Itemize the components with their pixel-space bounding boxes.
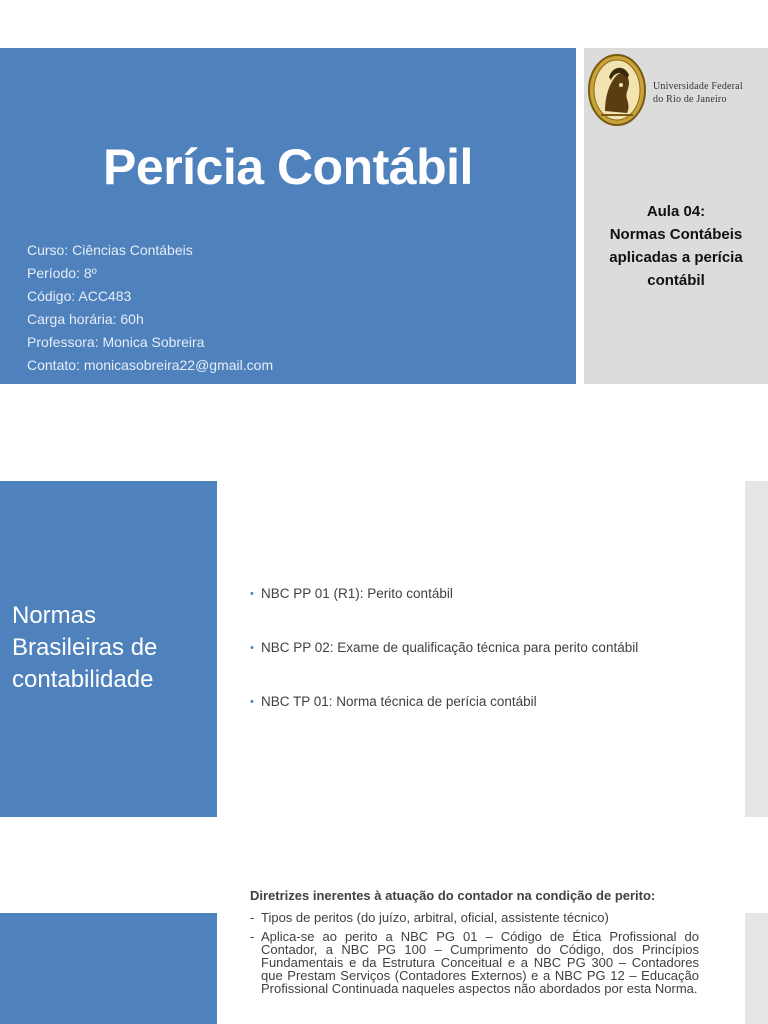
course-info <box>27 239 273 377</box>
slide-edge-bar <box>745 481 768 817</box>
bullet-icon: • <box>250 588 254 600</box>
guidelines-list <box>250 909 699 995</box>
lesson-topic-line: Normas Contábeis <box>609 226 743 243</box>
list-item-text: NBC PP 02: Exame de qualificação técnica para perito contábil <box>261 640 639 655</box>
bullet-icon: • <box>250 642 254 654</box>
period-line: Período: 8º <box>27 265 97 281</box>
list-item <box>250 693 638 747</box>
dash-icon: - <box>250 910 255 925</box>
guidelines-heading: Diretrizes inerentes à atuação do contador na condição de perito: <box>250 888 656 903</box>
contact-line: Contato: monicasobreira22@gmail.com <box>27 357 274 373</box>
lesson-number: Aula 04: <box>646 203 706 220</box>
section-heading: Normas Brasileiras de contabilidade <box>12 602 158 693</box>
lesson-topic-line: aplicadas a perícia <box>609 249 743 266</box>
list-item <box>250 585 638 639</box>
list-item-text: NBC PP 01 (R1): Perito contábil <box>261 586 453 601</box>
bullet-icon: • <box>250 696 254 708</box>
section-slide-panel <box>0 913 217 1024</box>
list-item-text: Tipos de peritos (do juízo, arbitral, oficial, assistente técnico) <box>261 910 609 925</box>
presentation-title: Perícia Contábil <box>103 139 473 195</box>
lesson-title <box>590 200 762 292</box>
university-name-line: Universidade Federal <box>653 81 743 92</box>
code-line: Código: ACC483 <box>27 288 132 304</box>
list-item-text: NBC TP 01: Norma técnica de perícia contábil <box>261 694 537 709</box>
dash-icon: - <box>250 929 255 944</box>
university-name-line: do Rio de Janeiro <box>653 94 727 105</box>
norms-list <box>250 585 638 747</box>
course-line: Curso: Ciências Contábeis <box>27 242 193 258</box>
ufrj-seal-icon <box>587 53 647 127</box>
slide-edge-bar <box>745 913 768 1024</box>
professor-line: Professora: Monica Sobreira <box>27 334 205 350</box>
list-item <box>250 639 638 693</box>
university-name <box>653 80 768 106</box>
list-item <box>250 909 699 926</box>
lesson-topic-line: contábil <box>647 272 705 289</box>
list-item <box>250 930 699 995</box>
guidelines-block <box>250 887 699 1001</box>
workload-line: Carga horária: 60h <box>27 311 144 327</box>
list-item-text: Aplica-se ao perito a NBC PG 01 – Código de Ética Profissional do Contador, a NBC PG 100 – Cumprimento do Código, dos Princípios Fundamentais e da Estrutura Conceitual e a NBC PG 300 – Contadores que Prestam Serviços (Contadores Externos) e a NBC PG 12 – Educação Profissional Continuada naqueles aspectos não abordados por esta Norma. <box>261 929 699 996</box>
